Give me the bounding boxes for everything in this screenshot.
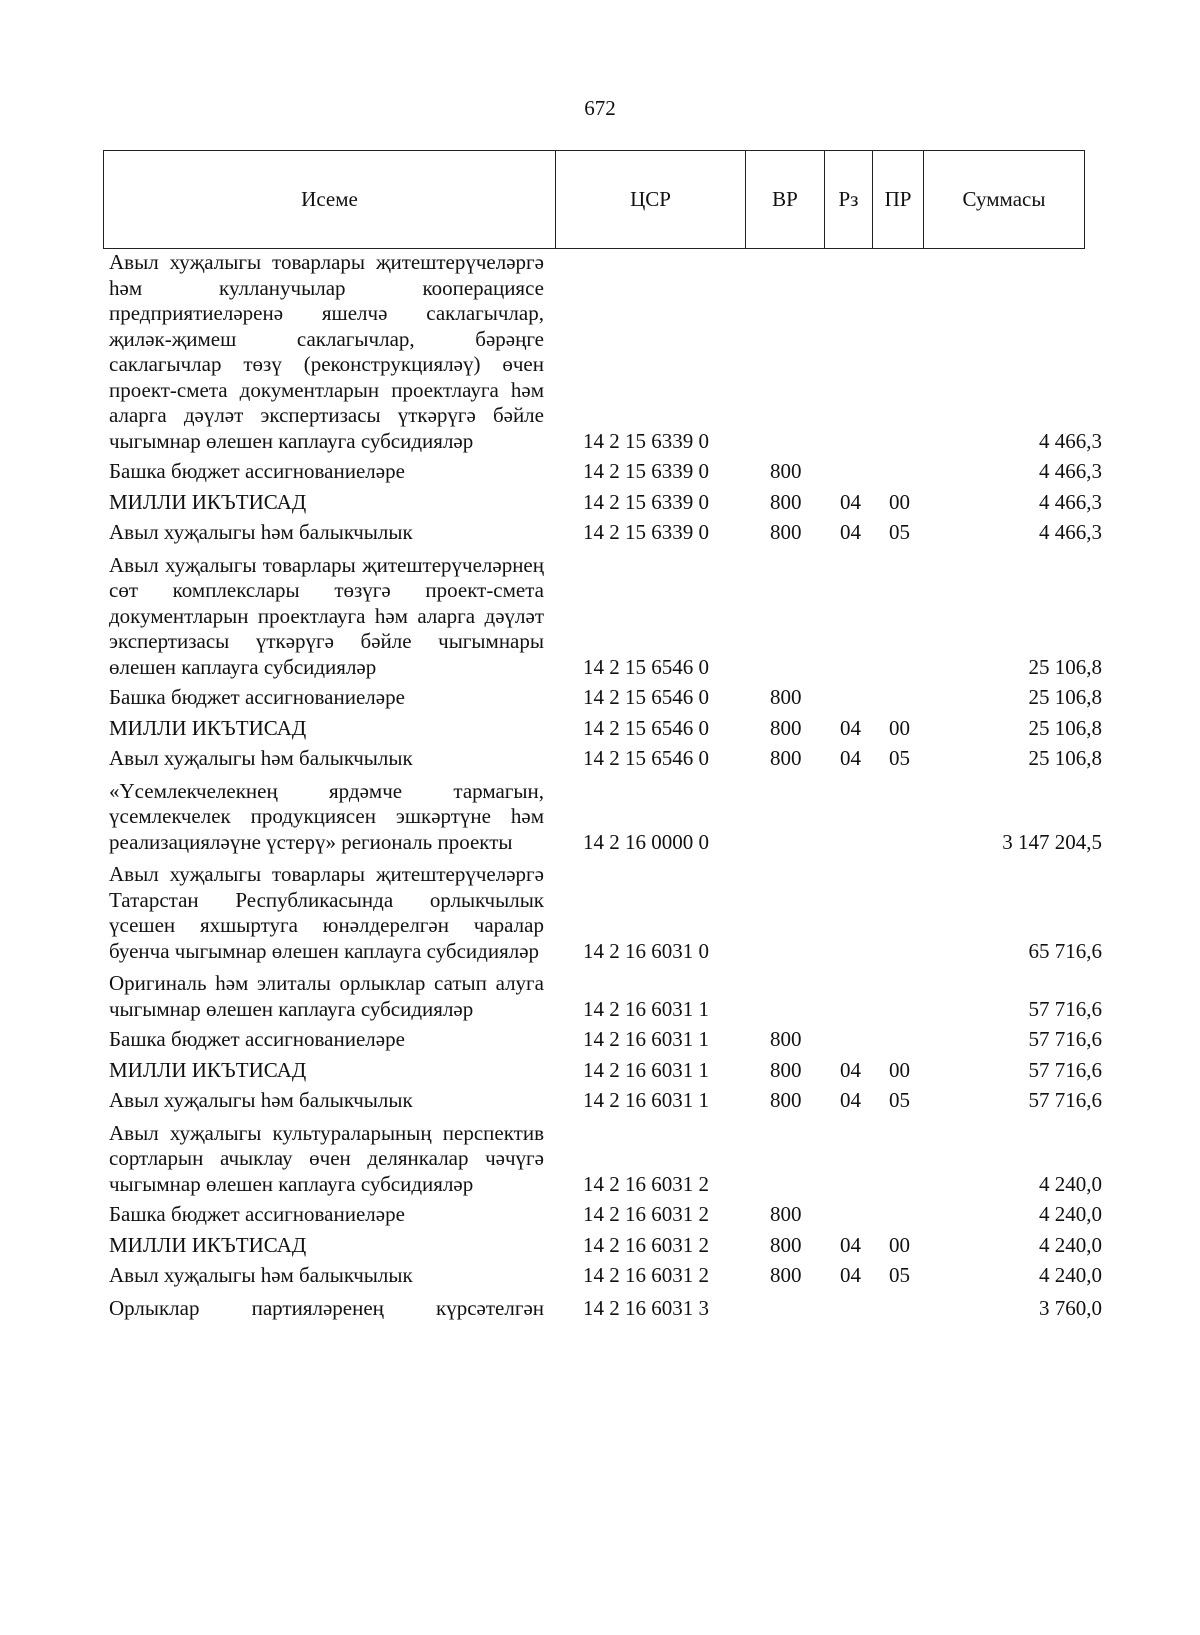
table-header [103,150,1085,249]
row-sum: 57 716,6 [1028,1027,1102,1051]
row-rz: 04 [840,520,861,544]
row-name: МИЛЛИ ИКЪТИСАД [109,489,307,514]
row-csr: 14 2 15 6339 0 [583,489,709,514]
row-sum: 3 147 204,5 [1002,829,1102,854]
row-name: Авыл хуҗалыгы һәм балыкчылык [109,746,413,770]
row-vr: 800 [770,459,802,483]
row-sum: 4 466,3 [1039,489,1102,514]
row-vr: 800 [770,520,802,544]
row-sum: 4 466,3 [1039,428,1102,453]
row-name: Авыл хуҗалыгы товарлары җитештерүчеләргә һәм кулланучылар кооперациясе предприятиеләренә яшелчә саклагычлар, җиләк-җимеш саклагычлар, бәрәңге саклагычлар төзү (реконструкцияләү) өчен проект-смета документларын проектлауга һәм аларга дәүләт экспертизасы үткәрүгә бәйле чыгымнар өлешен каплауга субсидияләр [109,250,544,453]
row-sum: 4 466,3 [1039,459,1102,483]
row-csr: 14 2 15 6546 0 [583,746,709,770]
table-row [0,1263,1200,1289]
row-csr: 14 2 16 6031 2 [583,1263,709,1287]
row-sum: 65 716,6 [1028,938,1102,963]
table-row [0,1296,1200,1322]
row-sum: 57 716,6 [1028,1088,1102,1112]
row-sum: 25 106,8 [1028,746,1102,770]
row-sum: 4 240,0 [1039,1263,1102,1287]
row-sum: 3 760,0 [1039,1295,1102,1320]
table-row [0,553,1200,681]
row-name: МИЛЛИ ИКЪТИСАД [109,1232,307,1257]
row-name: Авыл хуҗалыгы культураларының перспектив сортларын ачыклау өчен делянкалар чәчүгә чыгымнар өлешен каплауга субсидияләр [109,1120,544,1196]
row-sum: 25 106,8 [1028,654,1102,679]
row-vr: 800 [770,1232,802,1257]
column-header-name: Исеме [104,151,556,249]
row-rz: 04 [840,489,861,514]
table-row [0,1202,1200,1228]
row-pr: 05 [889,520,910,544]
row-name: Орлыклар партияләренең күрсәтелгән [109,1295,544,1320]
table-row [0,520,1200,546]
row-name: «Үсемлекчелекнең ярдәмче тармагын, үсемлекчелек продукциясен эшкәртүне һәм реализацияләүне үстерү» региональ проекты [109,778,544,854]
row-pr: 00 [889,489,910,514]
row-sum: 25 106,8 [1028,715,1102,740]
row-name: МИЛЛИ ИКЪТИСАД [109,715,307,740]
row-csr: 14 2 15 6339 0 [583,428,709,453]
budget-table-body [0,250,1200,1321]
column-header-sum: Суммасы [924,151,1085,249]
row-rz: 04 [840,1232,861,1257]
row-rz: 04 [840,715,861,740]
row-name: Авыл хуҗалыгы һәм балыкчылык [109,1088,413,1112]
row-csr: 14 2 16 6031 0 [583,938,709,963]
row-pr: 05 [889,746,910,770]
row-vr: 800 [770,1088,802,1112]
row-csr: 14 2 15 6546 0 [583,685,709,709]
column-header-pr: ПР [873,151,924,249]
row-csr: 14 2 16 0000 0 [583,829,709,854]
row-vr: 800 [770,715,802,740]
row-name: Башка бюджет ассигнованиеләре [109,685,405,709]
table-row [0,779,1200,856]
row-pr: 00 [889,1232,910,1257]
row-pr: 05 [889,1263,910,1287]
row-name: Башка бюджет ассигнованиеләре [109,1027,405,1051]
row-csr: 14 2 15 6339 0 [583,520,709,544]
row-name: Авыл хуҗалыгы һәм балыкчылык [109,520,413,544]
row-csr: 14 2 16 6031 1 [583,1027,709,1051]
row-vr: 800 [770,1057,802,1082]
row-vr: 800 [770,685,802,709]
row-rz: 04 [840,1263,861,1287]
page-number: 672 [584,96,616,120]
row-rz: 04 [840,746,861,770]
table-row [0,716,1200,742]
row-sum: 4 240,0 [1039,1171,1102,1196]
row-csr: 14 2 16 6031 2 [583,1171,709,1196]
row-pr: 05 [889,1088,910,1112]
row-csr: 14 2 16 6031 1 [583,996,709,1021]
row-name: Авыл хуҗалыгы товарлары җитештерүчеләрнең сөт комплекслары төзүгә проект-смета документларын проектлауга һәм аларга дәүләт экспертизасы үткәрүгә бәйле чыгымнары өлешен каплауга субсидияләр [109,552,544,679]
row-sum: 4 240,0 [1039,1232,1102,1257]
table-row [0,1027,1200,1053]
row-csr: 14 2 16 6031 3 [583,1295,709,1320]
row-csr: 14 2 16 6031 2 [583,1232,709,1257]
row-sum: 4 240,0 [1039,1202,1102,1226]
row-csr: 14 2 15 6546 0 [583,715,709,740]
row-csr: 14 2 15 6339 0 [583,459,709,483]
row-name: МИЛЛИ ИКЪТИСАД [109,1057,307,1082]
table-row [0,1088,1200,1114]
table-row [0,459,1200,485]
table-row [0,746,1200,772]
row-sum: 57 716,6 [1028,996,1102,1021]
row-csr: 14 2 16 6031 1 [583,1088,709,1112]
table-row [0,1121,1200,1198]
column-header-rz: Рз [825,151,873,249]
row-vr: 800 [770,489,802,514]
row-pr: 00 [889,715,910,740]
table-row [0,1233,1200,1259]
table-row [0,250,1200,454]
row-vr: 800 [770,1202,802,1226]
row-sum: 25 106,8 [1028,685,1102,709]
table-row [0,685,1200,711]
row-csr: 14 2 16 6031 1 [583,1057,709,1082]
column-header-csr: ЦСР [556,151,746,249]
row-pr: 00 [889,1057,910,1082]
column-header-vr: ВР [746,151,825,249]
row-name: Башка бюджет ассигнованиеләре [109,1202,405,1226]
row-name: Авыл хуҗалыгы һәм балыкчылык [109,1263,413,1287]
row-vr: 800 [770,746,802,770]
table-row [0,1058,1200,1084]
row-vr: 800 [770,1263,802,1287]
row-rz: 04 [840,1057,861,1082]
row-csr: 14 2 16 6031 2 [583,1202,709,1226]
row-name: Башка бюджет ассигнованиеләре [109,459,405,483]
row-vr: 800 [770,1027,802,1051]
row-name: Авыл хуҗалыгы товарлары җитештерүчеләргә Татарстан Республикасында орлыкчылык үсешен яхшыртуга юнәлдерелгән чаралар буенча чыгымнар өлешен каплауга субсидияләр [109,862,544,963]
row-csr: 14 2 15 6546 0 [583,654,709,679]
table-row [0,490,1200,516]
row-sum: 57 716,6 [1028,1057,1102,1082]
row-name: Оригиналь һәм элиталы орлыклар сатып алуга чыгымнар өлешен каплауга субсидияләр [109,971,544,1021]
table-row [0,971,1200,1022]
table-row [0,862,1200,964]
row-rz: 04 [840,1088,861,1112]
row-sum: 4 466,3 [1039,520,1102,544]
